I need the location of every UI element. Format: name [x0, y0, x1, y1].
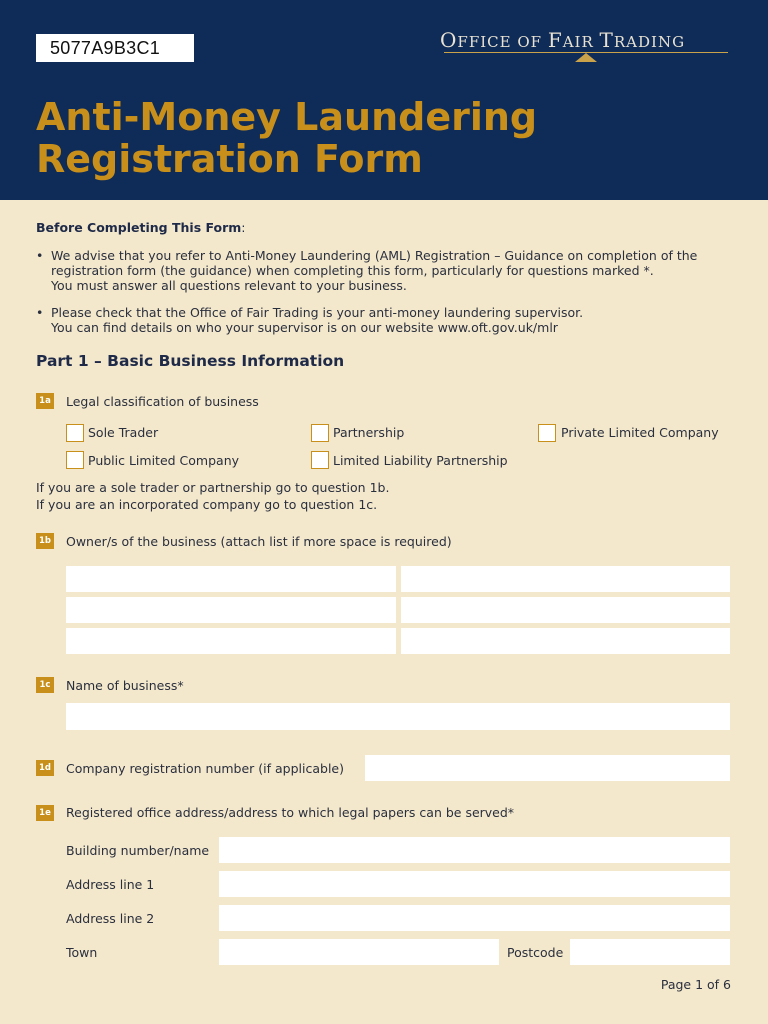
question-label-1b: Owner/s of the business (attach list if more space is required) [66, 534, 452, 549]
checkbox-label-public-limited-company: Public Limited Company [88, 453, 240, 468]
postcode-label: Postcode [507, 945, 564, 960]
business-name-field[interactable] [66, 703, 730, 730]
address-line-1-field[interactable] [219, 871, 730, 897]
town-label: Town [66, 945, 98, 960]
building-number-field[interactable] [219, 837, 730, 863]
intro-heading-colon: : [241, 220, 246, 235]
owner-field-1[interactable] [66, 566, 396, 592]
intro-heading-text: Before Completing This Form [36, 220, 242, 235]
question-label-1e: Registered office address/address to which legal papers can be served* [66, 805, 515, 820]
postcode-field[interactable] [570, 939, 730, 965]
address-line-1-label: Address line 1 [66, 877, 155, 892]
question-badge-1e: 1e [36, 805, 54, 821]
question-badge-1d: 1d [36, 760, 54, 776]
owner-field-2[interactable] [401, 566, 730, 592]
checkbox-public-limited-company[interactable] [66, 451, 84, 469]
logo-triangle-icon [575, 53, 597, 62]
question-badge-1c: 1c [36, 677, 54, 693]
address-line-2-field[interactable] [219, 905, 730, 931]
owner-field-5[interactable] [66, 628, 396, 654]
checkbox-label-limited-liability-partnership: Limited Liability Partnership [333, 453, 508, 468]
oft-logo [440, 28, 728, 64]
header-banner [0, 0, 768, 200]
question-badge-1a: 1a [36, 393, 54, 409]
company-registration-number-field[interactable] [365, 755, 730, 781]
page-number: Page 1 of 6 [660, 977, 731, 992]
title-line-2: Registration Form [36, 137, 423, 181]
checkbox-sole-trader[interactable] [66, 424, 84, 442]
checkbox-label-sole-trader: Sole Trader [88, 425, 159, 440]
owner-field-4[interactable] [401, 597, 730, 623]
owner-field-3[interactable] [66, 597, 396, 623]
question-label-1d: Company registration number (if applicable) [66, 761, 344, 776]
part-1-heading: Part 1 – Basic Business Information [36, 352, 345, 370]
checkbox-limited-liability-partnership[interactable] [311, 451, 329, 469]
intro-bullet-text: We advise that you refer to Anti-Money Laundering (AML) Registration – Guidance on completion of the registration form (the guidance) when completing this form, particularly for questions marked *. You must answer all questions relevant to your business. [51, 248, 698, 293]
form-title [36, 96, 537, 180]
title-line-1: Anti-Money Laundering [36, 95, 538, 139]
intro-bullet-text: Please check that the Office of Fair Trading is your anti-money laundering supervisor. You can find details on who your supervisor is on our website www.oft.gov.uk/mlr [51, 305, 584, 335]
checkbox-label-partnership: Partnership [333, 425, 405, 440]
owner-field-6[interactable] [401, 628, 730, 654]
checkbox-partnership[interactable] [311, 424, 329, 442]
building-number-label: Building number/name [66, 843, 210, 858]
bullet-dot: • [36, 305, 44, 320]
address-line-2-label: Address line 2 [66, 911, 155, 926]
checkbox-private-limited-company[interactable] [538, 424, 556, 442]
logo-text: OFFICE OF FAIR TRADING [440, 28, 686, 52]
question-label-1c: Name of business* [66, 678, 184, 693]
bullet-dot: • [36, 248, 44, 263]
intro-heading [36, 220, 246, 235]
reference-code: 5077A9B3C1 [36, 34, 194, 62]
note-incorporated: If you are an incorporated company go to question 1c. [36, 497, 378, 512]
note-sole-trader: If you are a sole trader or partnership go to question 1b. [36, 480, 390, 495]
question-label-1a: Legal classification of business [66, 394, 259, 409]
checkbox-label-private-limited-company: Private Limited Company [561, 425, 719, 440]
question-badge-1b: 1b [36, 533, 54, 549]
town-field[interactable] [219, 939, 499, 965]
